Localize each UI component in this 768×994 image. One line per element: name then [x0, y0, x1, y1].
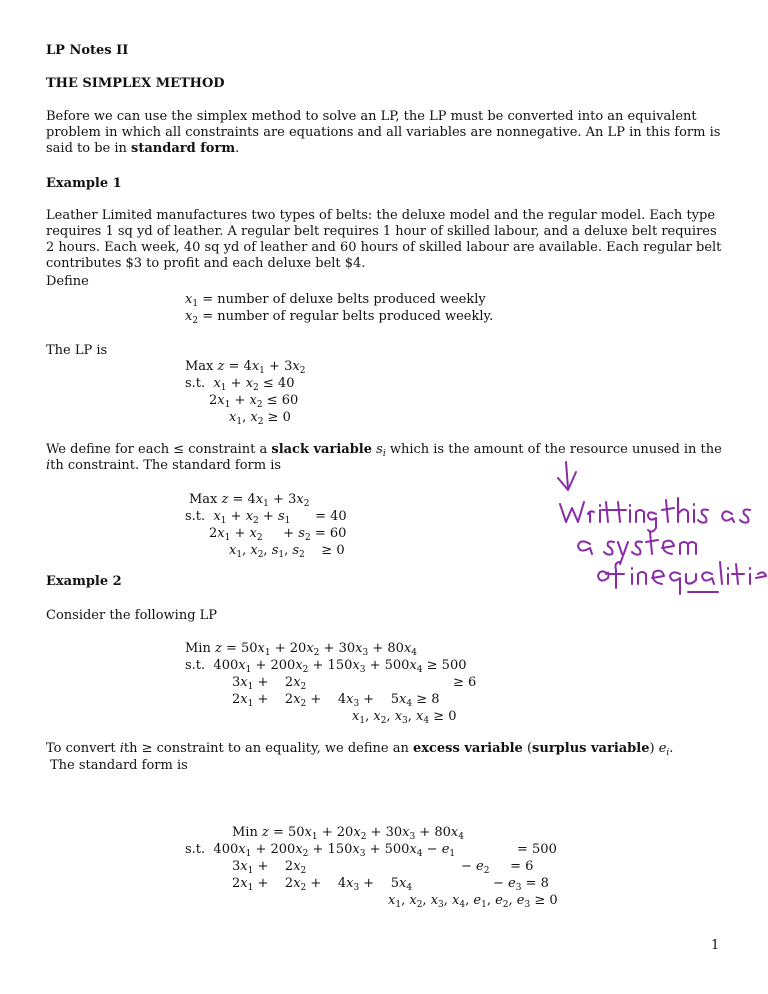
constraint: s.t. $400x_1 + 200x_2 + 150x_3 + 500x_4 \ge 500$: [185, 658, 467, 675]
objective: Min $z = 50x_1 + 20x_2 + 30x_3 + 80x_4$: [232, 825, 464, 842]
document-title: LP Notes II: [46, 43, 129, 58]
standard-form-term: standard form: [131, 141, 236, 156]
lp-is-label: The LP is: [46, 343, 108, 358]
constraint: s.t. $x_1 + x_2 + s_1$ = 40: [185, 509, 347, 526]
constraint-rhs: = 500: [517, 842, 557, 857]
example-1-text: Leather Limited manufactures two types of belts: the deluxe model and the regular model. Each type requires 1 sq yd of leather. A regular belt requires 1 hour of skilled labour, and a deluxe belt requires 2 hours. Each week, 40 sq yd of leather and 60 hours of skilled labour are available. Each regular belt contributes $3 to profit and each deluxe belt $4.: [46, 208, 722, 271]
objective: Max $z = 4x_1 + 3x_2$: [185, 359, 306, 376]
intro-paragraph: Before we can use the simplex method to solve an LP, the LP must be converted into an equivalent problem in which all constraints are equations and all variables are nonnegative. An LP in this form is said to be in standard form.: [46, 109, 721, 156]
constraint: $2x_1 + x_2$ + $s_2 = 60$: [209, 526, 347, 543]
objective: Min $z = 50x_1 + 20x_2 + 30x_3 + 80x_4$: [185, 641, 417, 658]
constraint: s.t. $400x_1 + 200x_2 + 150x_3 + 500x_4 - e_1$: [185, 842, 456, 859]
constraint-excess: − $e_3 = 8$: [493, 876, 549, 893]
nonnegativity: $x_1$, $x_2$, $x_3$, $x_4$, $e_1$, $e_2$, $e_3 \ge 0$: [388, 893, 558, 910]
nonnegativity: $x_1$, $x_2$, $s_1$, $s_2$ ≥ 0: [229, 543, 345, 560]
excess-paragraph: To convert ith ≥ constraint to an equality, we define an excess variable (surplus variable) $e_i$.: [46, 741, 674, 758]
objective: Max $z = 4x_1 + 3x_2$: [189, 492, 310, 509]
constraint: $2x_1$ + $2x_2$ + $4x_3$ + $5x_4 \ge 8$: [232, 692, 440, 709]
page-number: 1: [711, 938, 720, 953]
constraint: s.t. $x_1 + x_2 \le 40$: [185, 376, 295, 393]
nonnegativity: $x_1$, $x_2$, $x_3$, $x_4 \ge 0$: [352, 709, 457, 726]
constraint-rhs: ≥ 6: [453, 675, 477, 690]
definition-x1: $x_1$ = number of deluxe belts produced weekly: [185, 292, 486, 309]
definition-x2: $x_2$ = number of regular belts produced weekly.: [185, 309, 494, 326]
handwritten-annotation: [556, 458, 768, 608]
constraint: $2x_1 + x_2 \le 60$: [209, 393, 299, 410]
example-2-heading: Example 2: [46, 574, 122, 589]
define-label: Define: [46, 274, 89, 289]
consider-label: Consider the following LP: [46, 608, 218, 623]
nonnegativity: $x_1$, $x_2 \ge 0$: [229, 410, 291, 427]
section-heading: THE SIMPLEX METHOD: [46, 76, 225, 91]
constraint: $3x_1$ + $2x_2$: [232, 859, 307, 876]
slack-paragraph: We define for each ≤ constraint a slack variable $s_i$ which is the amount of the resource unused in the ith constraint. The standard form is: [46, 442, 722, 473]
constraint: $2x_1$ + $2x_2$ + $4x_3$ + $5x_4$: [232, 876, 413, 893]
constraint: $3x_1$ + $2x_2$: [232, 675, 307, 692]
constraint-excess: − $e_2$ = 6: [461, 859, 534, 876]
example-1-heading: Example 1: [46, 176, 122, 191]
standard-form-label: The standard form is: [50, 758, 188, 773]
